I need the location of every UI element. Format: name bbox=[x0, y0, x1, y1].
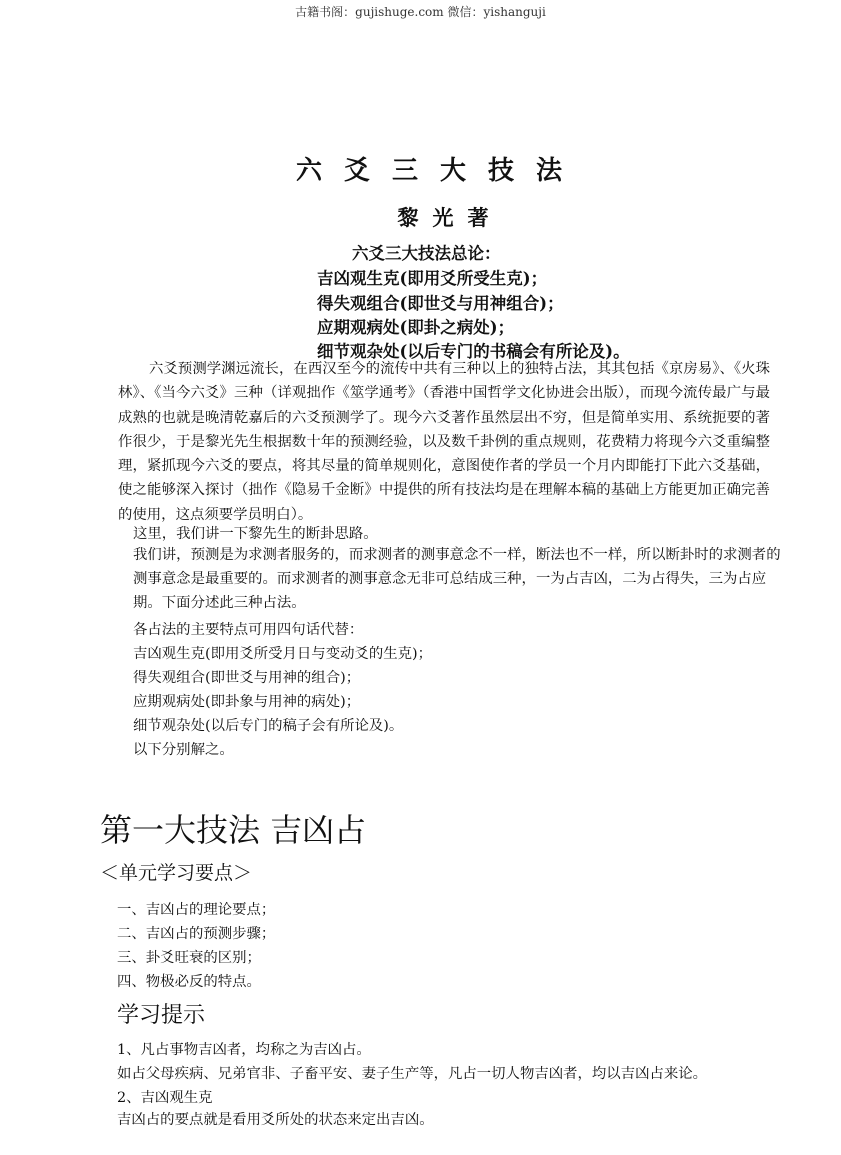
key-point-item: 四、物极必反的特点。 bbox=[117, 974, 261, 990]
key-point-item: 二、吉凶占的预测步骤； bbox=[117, 926, 276, 942]
summary-item: 细节观杂处(以后专门的书稿会有所论及)。 bbox=[317, 342, 630, 361]
key-point-item: 三、卦爻旺衰的区别； bbox=[117, 950, 261, 966]
tips-heading: 学习提示 bbox=[117, 1003, 206, 1028]
unit-heading: ＜单元学习要点＞ bbox=[100, 862, 253, 884]
summary-item: 得失观组合(即世爻与用神组合)； bbox=[317, 294, 564, 313]
page-header: 古籍书阁：gujishuge.com 微信：yishanguji bbox=[295, 5, 546, 19]
author-line: 黎光著 bbox=[397, 205, 503, 230]
tip-line: 1、凡占事物吉凶者，均称之为吉凶占。 bbox=[117, 1042, 371, 1058]
key-point-item: 一、吉凶占的理论要点； bbox=[117, 902, 276, 918]
summary-heading: 六爻三大技法总论： bbox=[352, 244, 501, 263]
features-paragraph: 各占法的主要特点可用四句话代替： bbox=[133, 622, 364, 638]
summary-item: 吉凶观生克(即用爻所受生克)； bbox=[317, 269, 548, 288]
thought-paragraph: 这里，我们讲一下黎先生的断卦思路。 bbox=[133, 526, 378, 542]
tip-line: 如占父母疾病、兄弟官非、子畜平安、妻子生产等，凡占一切人物吉凶者，均以吉凶占来论。 bbox=[117, 1066, 708, 1082]
summary-item: 应期观病处(即卦之病处)； bbox=[317, 318, 515, 337]
rule-line: 应期观病处(即卦象与用神的病处)； bbox=[133, 694, 361, 710]
reasoning-paragraph: 我们讲，预测是为求测者服务的，而求测者的测事意念不一样，断法也不一样，所以断卦时的求测者的测事意念是最重要的。而求测者的测事意念无非可总结成三种，一为占吉凶，二为占得失，三为占应期。下面分述此三种占法。 bbox=[133, 547, 781, 611]
document-title: 六爻三大技法 bbox=[295, 156, 584, 186]
following-line: 以下分别解之。 bbox=[133, 742, 234, 758]
rule-line: 得失观组合(即世爻与用神的组合)； bbox=[133, 670, 361, 686]
chapter-heading: 第一大技法 吉凶占 bbox=[100, 811, 367, 849]
rule-line: 吉凶观生克(即用爻所受月日与变动爻的生克)； bbox=[133, 646, 433, 662]
tip-line: 吉凶占的要点就是看用爻所处的状态来定出吉凶。 bbox=[117, 1112, 434, 1128]
intro-paragraph: 六爻预测学渊远流长，在西汉至今的流传中共有三种以上的独特占法，其其包括《京房易》、《火珠林》、《当今六爻》三种（详观拙作《筮学通考》（香港中国哲学文化协进会出版），而现今流传最广与最成熟的也就是晚清乾嘉后的六爻预测学了。现今六爻著作虽然层出不穷，但是简单实用、系统扼要的著作很少，于是黎光先生根据数十年的预测经验，以及数千卦例的重点规则，花费精力将现今六爻重编整理，紧抓现今六爻的要点，将其尽量的简单规则化，意图使作者的学员一个月内即能打下此六爻基础，使之能够深入探讨（拙作《隐易千金断》中提供的所有技法均是在理解本稿的基础上方能更加正确完善的使用，这点须要学员明白）。 bbox=[118, 361, 770, 523]
tip-line: 2、吉凶观生克 bbox=[117, 1090, 213, 1106]
rule-line: 细节观杂处(以后专门的稿子会有所论及)。 bbox=[133, 718, 404, 734]
